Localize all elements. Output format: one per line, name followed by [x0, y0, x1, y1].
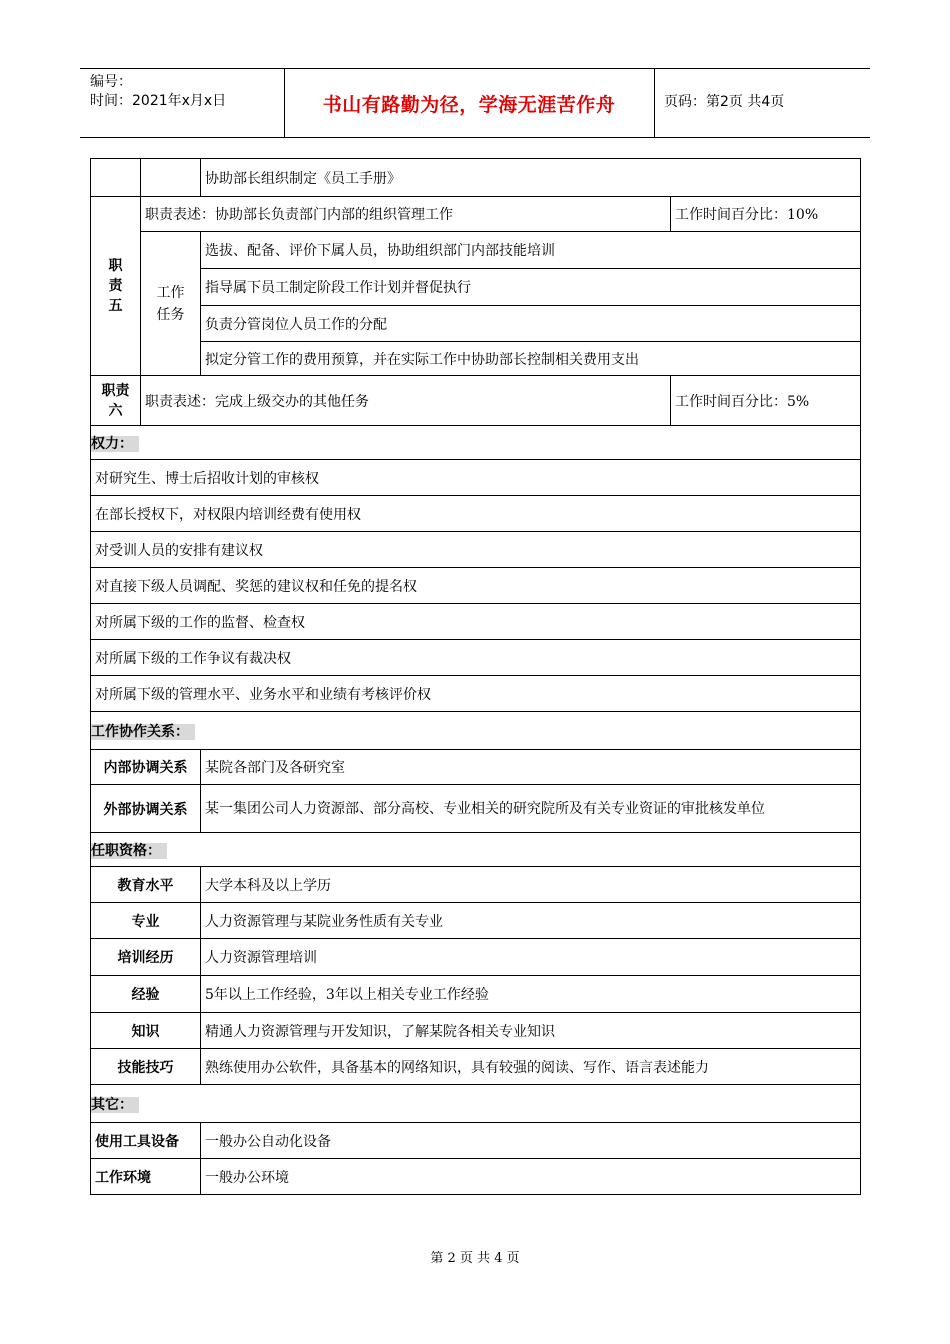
header-motto: 书山有路勤为径，学海无涯苦作舟 — [322, 93, 616, 116]
table-row — [91, 1159, 861, 1195]
table-row — [91, 604, 861, 640]
task-label: 工作任务 — [141, 232, 201, 376]
environment-value: 一般办公环境 — [201, 1159, 861, 1195]
table-row — [91, 867, 861, 903]
table-row — [91, 676, 861, 712]
header-motto-cell — [284, 69, 655, 137]
table-row — [91, 197, 861, 232]
empty-cell — [141, 159, 201, 197]
section-header — [91, 1085, 861, 1123]
table-row — [91, 1013, 861, 1049]
power-item: 对所属下级的管理水平、业务水平和业绩有考核评价权 — [91, 676, 861, 712]
table-row — [91, 232, 861, 269]
table-row — [91, 496, 861, 532]
table-row — [91, 159, 861, 197]
environment-label: 工作环境 — [91, 1159, 201, 1195]
qualification-label: 经验 — [91, 976, 201, 1013]
duty6-desc: 职责表述：完成上级交办的其他任务 — [141, 376, 671, 426]
duty5-label: 职责五 — [91, 197, 141, 376]
section-title-cooperation: 工作协作关系： — [91, 724, 195, 740]
empty-cell — [91, 159, 141, 197]
qualification-value: 5年以上工作经验，3年以上相关专业工作经验 — [201, 976, 861, 1013]
table-row — [91, 939, 861, 976]
table-row — [91, 306, 861, 342]
power-item: 对所属下级的工作的监督、检查权 — [91, 604, 861, 640]
qualification-value: 人力资源管理培训 — [201, 939, 861, 976]
table-row — [91, 750, 861, 785]
table-row — [91, 1123, 861, 1159]
qualification-label: 教育水平 — [91, 867, 201, 903]
task-item: 拟定分管工作的费用预算，并在实际工作中协助部长控制相关费用支出 — [201, 342, 861, 376]
power-item: 在部长授权下，对权限内培训经费有使用权 — [91, 496, 861, 532]
table-row — [91, 376, 861, 426]
power-item: 对研究生、博士后招收计划的审核权 — [91, 460, 861, 496]
table-row — [91, 568, 861, 604]
doc-date: 时间：2021年x月x日 — [90, 93, 227, 109]
power-item: 对所属下级的工作争议有裁决权 — [91, 640, 861, 676]
table-row — [91, 342, 861, 376]
qualification-label: 知识 — [91, 1013, 201, 1049]
qualification-label: 技能技巧 — [91, 1049, 201, 1085]
qualification-value: 大学本科及以上学历 — [201, 867, 861, 903]
task-item: 协助部长组织制定《员工手册》 — [201, 159, 861, 197]
doc-number: 编号： — [90, 74, 132, 90]
qualification-label: 专业 — [91, 903, 201, 939]
task-item: 负责分管岗位人员工作的分配 — [201, 306, 861, 342]
qualification-value: 人力资源管理与某院业务性质有关专业 — [201, 903, 861, 939]
external-value: 某一集团公司人力资源部、部分高校、专业相关的研究院所及有关专业资证的审批核发单位 — [201, 785, 861, 833]
power-item: 对受训人员的安排有建议权 — [91, 532, 861, 568]
table-row — [91, 640, 861, 676]
duty6-label: 职责六 — [91, 376, 141, 426]
page-header — [80, 68, 870, 138]
job-description-table — [90, 158, 861, 1195]
table-row — [91, 460, 861, 496]
section-header — [91, 712, 861, 750]
duty5-desc: 职责表述：协助部长负责部门内部的组织管理工作 — [141, 197, 671, 232]
task-item: 选拔、配备、评价下属人员，协助组织部门内部技能培训 — [201, 232, 861, 269]
internal-value: 某院各部门及各研究室 — [201, 750, 861, 785]
section-title-power: 权力： — [91, 436, 139, 452]
header-left — [80, 69, 285, 137]
duty5-percent: 工作时间百分比：10% — [671, 197, 861, 232]
section-header — [91, 426, 861, 460]
qualification-value: 精通人力资源管理与开发知识，了解某院各相关专业知识 — [201, 1013, 861, 1049]
power-item: 对直接下级人员调配、奖惩的建议权和任免的提名权 — [91, 568, 861, 604]
table-row — [91, 1049, 861, 1085]
header-page-info: 页码：第2页 共4页 — [664, 94, 785, 110]
table-row — [91, 903, 861, 939]
duty6-percent: 工作时间百分比：5% — [671, 376, 861, 426]
section-header — [91, 833, 861, 867]
tools-label: 使用工具设备 — [91, 1123, 201, 1159]
internal-label: 内部协调关系 — [91, 750, 201, 785]
section-title-other: 其它： — [91, 1097, 139, 1113]
table-row — [91, 976, 861, 1013]
table-row — [91, 532, 861, 568]
table-row — [91, 269, 861, 306]
qualification-value: 熟练使用办公软件，具备基本的网络知识，具有较强的阅读、写作、语言表述能力 — [201, 1049, 861, 1085]
external-label: 外部协调关系 — [91, 785, 201, 833]
task-item: 指导属下员工制定阶段工作计划并督促执行 — [201, 269, 861, 306]
qualification-label: 培训经历 — [91, 939, 201, 976]
section-title-qualification: 任职资格： — [91, 843, 167, 859]
page-footer: 第 2 页 共 4 页 — [430, 1251, 520, 1266]
table-row — [91, 785, 861, 833]
tools-value: 一般办公自动化设备 — [201, 1123, 861, 1159]
